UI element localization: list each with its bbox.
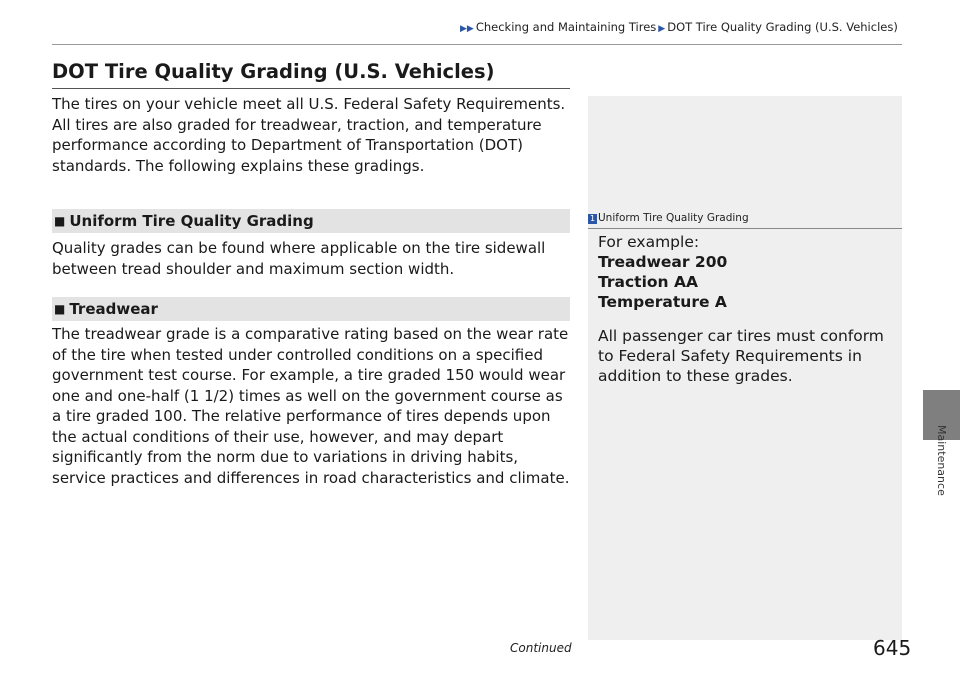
uniform-paragraph: Quality grades can be found where applicable on the tire sidewall between tread shoulder and maximum section width. bbox=[52, 239, 546, 278]
breadcrumb-item[interactable]: Checking and Maintaining Tires bbox=[475, 20, 657, 34]
page-number: 645 bbox=[873, 636, 912, 660]
section-heading-label: Treadwear bbox=[69, 300, 158, 318]
breadcrumb bbox=[460, 20, 898, 34]
reference-badge-icon: 1 bbox=[589, 214, 596, 223]
header-divider bbox=[52, 44, 902, 45]
grade-temperature: Temperature A bbox=[598, 293, 727, 311]
square-bullet-icon: ■ bbox=[54, 302, 66, 316]
section-heading-label: Uniform Tire Quality Grading bbox=[69, 212, 314, 230]
section-heading-treadwear bbox=[52, 297, 570, 321]
section-tab-label: Maintenance bbox=[935, 425, 948, 496]
grade-traction: Traction AA bbox=[598, 273, 698, 291]
continued-label: Continued bbox=[510, 641, 572, 655]
treadwear-paragraph: The treadwear grade is a comparative rating based on the wear rate of the tire when tested under controlled conditions on a specified government test course. For example, a tire graded 150 would wear one and one-half (1 1/2) times as well on the government course as a tire graded 100. The relative performance of tires depends upon the actual conditions of their use, however, and may depart significantly from the norm due to variations in driving habits, service practices and differences in road characteristics and climate. bbox=[52, 325, 570, 487]
side-note-text: All passenger car tires must conform to Federal Safety Requirements in addition to these grades. bbox=[598, 327, 884, 385]
breadcrumb-item[interactable]: DOT Tire Quality Grading (U.S. Vehicles) bbox=[667, 20, 898, 34]
title-divider bbox=[52, 88, 570, 89]
side-note-title: Uniform Tire Quality Grading bbox=[598, 212, 749, 224]
arrow-right-icon: ▶▶ bbox=[460, 24, 474, 34]
side-note-body bbox=[598, 232, 898, 386]
side-note-heading bbox=[588, 212, 902, 224]
grade-treadwear: Treadwear 200 bbox=[598, 253, 728, 271]
page-title: DOT Tire Quality Grading (U.S. Vehicles) bbox=[52, 60, 495, 83]
intro-paragraph: The tires on your vehicle meet all U.S. Federal Safety Requirements. All tires are also graded for treadwear, traction, and temperature performance according to Department of Transportation (DOT) standards. The following explains these gradings. bbox=[52, 95, 566, 175]
side-note-intro: For example: bbox=[598, 233, 700, 251]
section-heading-uniform bbox=[52, 209, 570, 233]
square-bullet-icon: ■ bbox=[54, 214, 66, 228]
side-note-divider bbox=[588, 228, 902, 229]
arrow-right-icon: ▶ bbox=[658, 24, 666, 34]
